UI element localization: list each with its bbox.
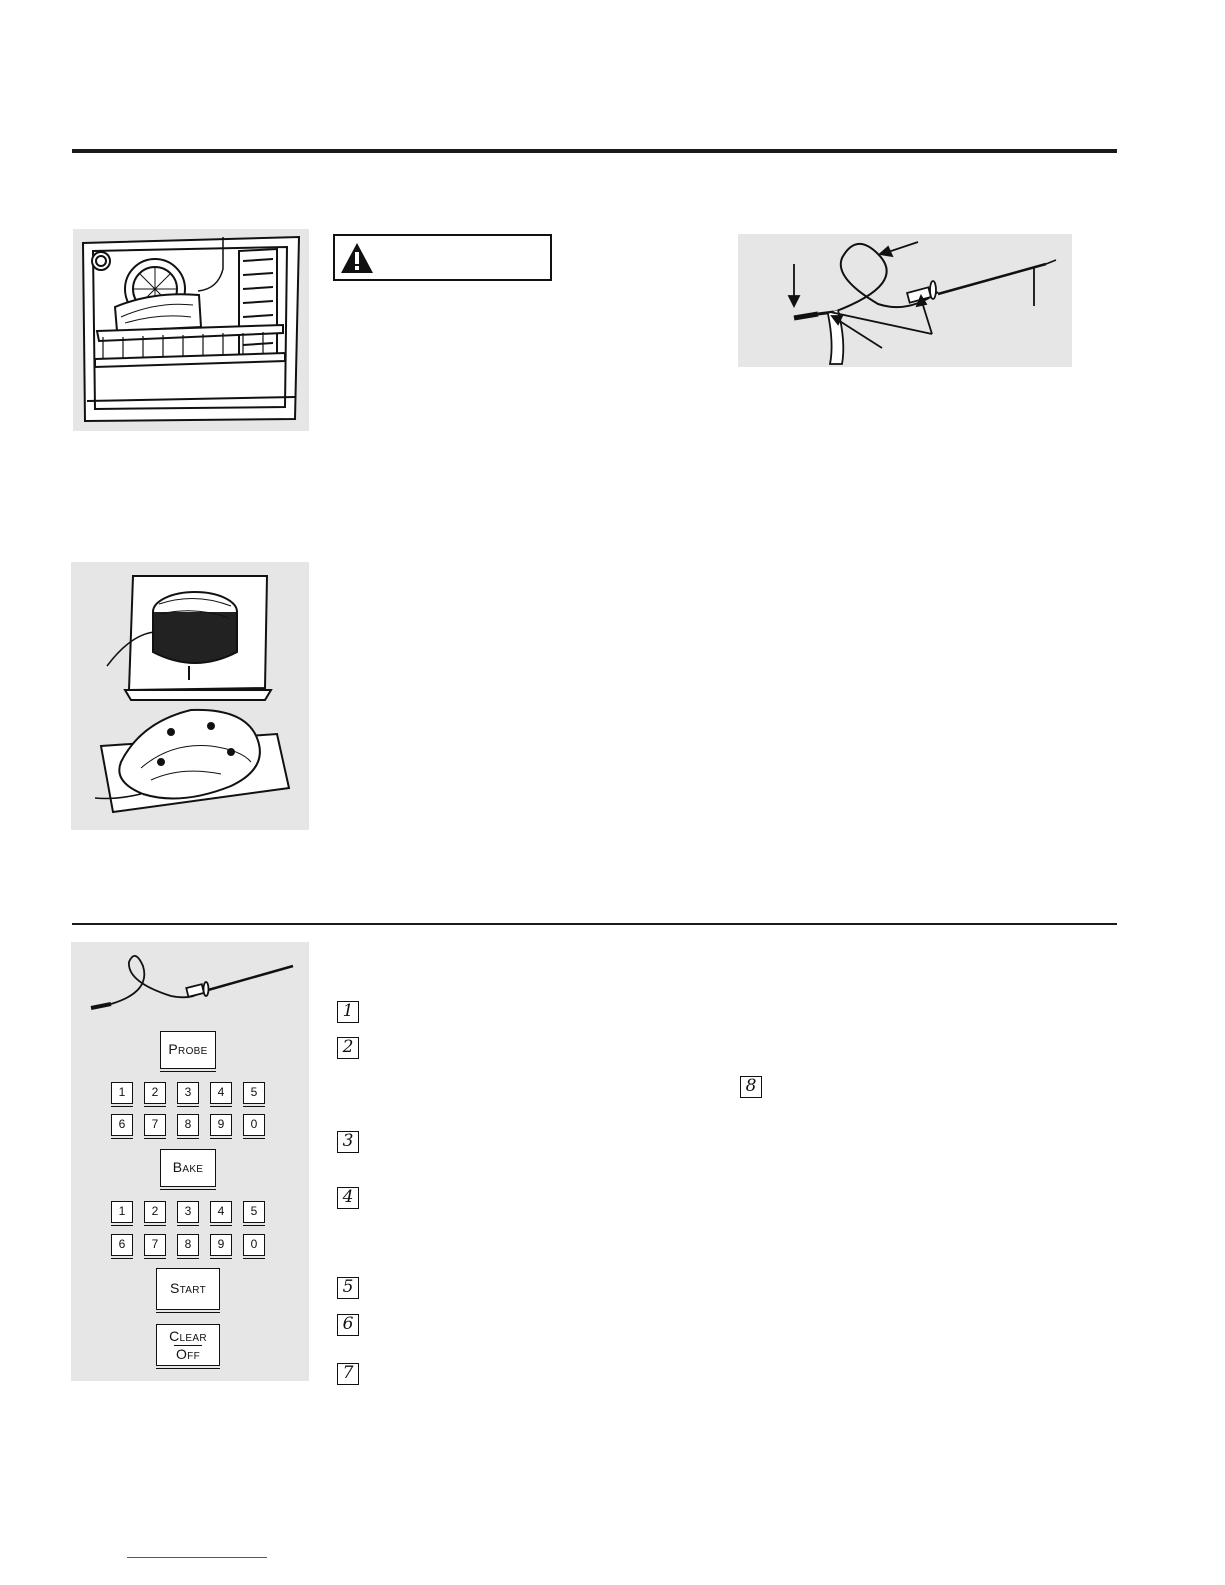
probe-parts-diagram bbox=[738, 234, 1072, 367]
bake-key-label: Bake bbox=[172, 1159, 204, 1175]
key-label: 6 bbox=[118, 1117, 126, 1131]
bake-key-4[interactable] bbox=[210, 1201, 232, 1223]
key-label: 0 bbox=[250, 1117, 258, 1131]
warning-triangle-icon bbox=[339, 241, 375, 275]
key-label: 2 bbox=[151, 1204, 159, 1218]
step-number-6: 6 bbox=[337, 1314, 359, 1336]
clear-key-label: Clear bbox=[169, 1328, 207, 1344]
key-label: 4 bbox=[217, 1085, 225, 1099]
key-label: 1 bbox=[118, 1204, 126, 1218]
bake-key-0[interactable] bbox=[243, 1234, 265, 1256]
off-key-label: Off bbox=[175, 1346, 200, 1362]
step-number-5: 5 bbox=[337, 1277, 359, 1299]
section-divider bbox=[72, 923, 1117, 925]
oven-probe-illustration bbox=[73, 229, 309, 431]
step-number-7: 7 bbox=[337, 1363, 359, 1385]
step-number-3: 3 bbox=[337, 1131, 359, 1153]
probe-icon bbox=[71, 942, 309, 1022]
keypad-panel bbox=[71, 942, 309, 1381]
probe-key[interactable] bbox=[160, 1031, 216, 1069]
probe-key-0[interactable] bbox=[243, 1114, 265, 1136]
warning-box bbox=[333, 234, 552, 281]
key-label: 3 bbox=[184, 1204, 192, 1218]
key-label: 7 bbox=[151, 1117, 159, 1131]
key-label: 7 bbox=[151, 1237, 159, 1251]
key-label: 6 bbox=[118, 1237, 126, 1251]
probe-key-8[interactable] bbox=[177, 1114, 199, 1136]
bake-key-9[interactable] bbox=[210, 1234, 232, 1256]
bake-key-3[interactable] bbox=[177, 1201, 199, 1223]
probe-key-2[interactable] bbox=[144, 1082, 166, 1104]
key-label: 9 bbox=[217, 1117, 225, 1131]
probe-key-3[interactable] bbox=[177, 1082, 199, 1104]
bake-key-2[interactable] bbox=[144, 1201, 166, 1223]
probe-key-4[interactable] bbox=[210, 1082, 232, 1104]
bake-key-8[interactable] bbox=[177, 1234, 199, 1256]
key-label: 8 bbox=[184, 1117, 192, 1131]
start-key[interactable] bbox=[156, 1268, 220, 1310]
key-label: 1 bbox=[118, 1085, 126, 1099]
probe-key-7[interactable] bbox=[144, 1114, 166, 1136]
bake-key-1[interactable] bbox=[111, 1201, 133, 1223]
probe-key-5[interactable] bbox=[243, 1082, 265, 1104]
key-label: 4 bbox=[217, 1204, 225, 1218]
probe-key-label: Probe bbox=[168, 1041, 208, 1057]
step-number-4: 4 bbox=[337, 1187, 359, 1209]
start-key-label: Start bbox=[169, 1280, 207, 1296]
key-label: 8 bbox=[184, 1237, 192, 1251]
bake-key-6[interactable] bbox=[111, 1234, 133, 1256]
top-divider bbox=[72, 149, 1117, 153]
key-label: 9 bbox=[217, 1237, 225, 1251]
key-label: 2 bbox=[151, 1085, 159, 1099]
bake-key-5[interactable] bbox=[243, 1201, 265, 1223]
key-label: 5 bbox=[250, 1204, 258, 1218]
probe-key-6[interactable] bbox=[111, 1114, 133, 1136]
key-label: 0 bbox=[250, 1237, 258, 1251]
step-number-1: 1 bbox=[337, 1001, 359, 1023]
step-number-2: 2 bbox=[337, 1037, 359, 1059]
bake-key-7[interactable] bbox=[144, 1234, 166, 1256]
footer-link[interactable] bbox=[127, 1557, 267, 1558]
probe-key-9[interactable] bbox=[210, 1114, 232, 1136]
roast-poultry-illustration bbox=[71, 562, 309, 830]
key-label: 5 bbox=[250, 1085, 258, 1099]
step-number-8: 8 bbox=[740, 1076, 762, 1098]
clear-off-key[interactable] bbox=[156, 1324, 220, 1366]
probe-key-1[interactable] bbox=[111, 1082, 133, 1104]
bake-key[interactable] bbox=[160, 1149, 216, 1187]
key-label: 3 bbox=[184, 1085, 192, 1099]
